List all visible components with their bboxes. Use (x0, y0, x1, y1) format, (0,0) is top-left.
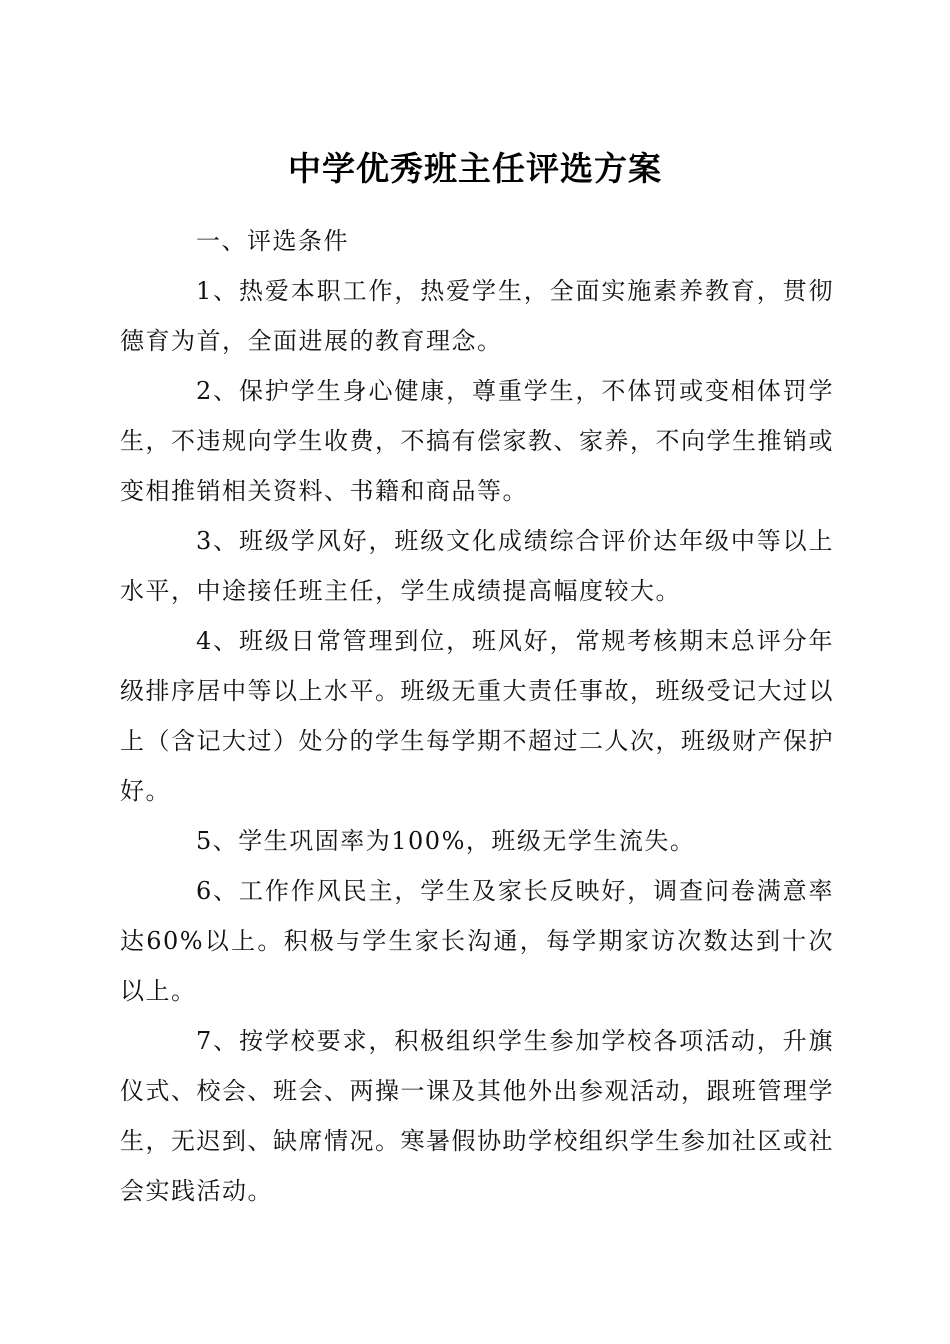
paragraph-7: 7、按学校要求，积极组织学生参加学校各项活动，升旗仪式、校会、班会、两操一课及其他外出参观活动，跟班管理学生，无迟到、缺席情况。寒暑假协助学校组织学生参加社区或社会实践活动。 (120, 1027, 834, 1205)
section-heading: 一、评选条件 (196, 227, 349, 255)
paragraph-1: 1、热爱本职工作，热爱学生，全面实施素养教育，贯彻德育为首，全面进展的教育理念。 (120, 277, 834, 355)
paragraph-6: 6、工作作风民主，学生及家长反映好，调查问卷满意率达60%以上。积极与学生家长沟通，每学期家访次数达到十次以上。 (120, 877, 834, 1005)
paragraph-2: 2、保护学生身心健康，尊重学生，不体罚或变相体罚学生，不违规向学生收费，不搞有偿家教、家养，不向学生推销或变相推销相关资料、书籍和商品等。 (120, 377, 834, 505)
paragraph-3: 3、班级学风好，班级文化成绩综合评价达年级中等以上水平，中途接任班主任，学生成绩提高幅度较大。 (120, 527, 834, 605)
paragraph-4: 4、班级日常管理到位，班风好，常规考核期末总评分年级排序居中等以上水平。班级无重大责任事故，班级受记大过以上（含记大过）处分的学生每学期不超过二人次，班级财产保护好。 (120, 627, 834, 805)
paragraph-5: 5、学生巩固率为100%，班级无学生流失。 (196, 827, 696, 855)
document-title: 中学优秀班主任评选方案 (288, 149, 662, 188)
document-body (120, 216, 834, 1216)
